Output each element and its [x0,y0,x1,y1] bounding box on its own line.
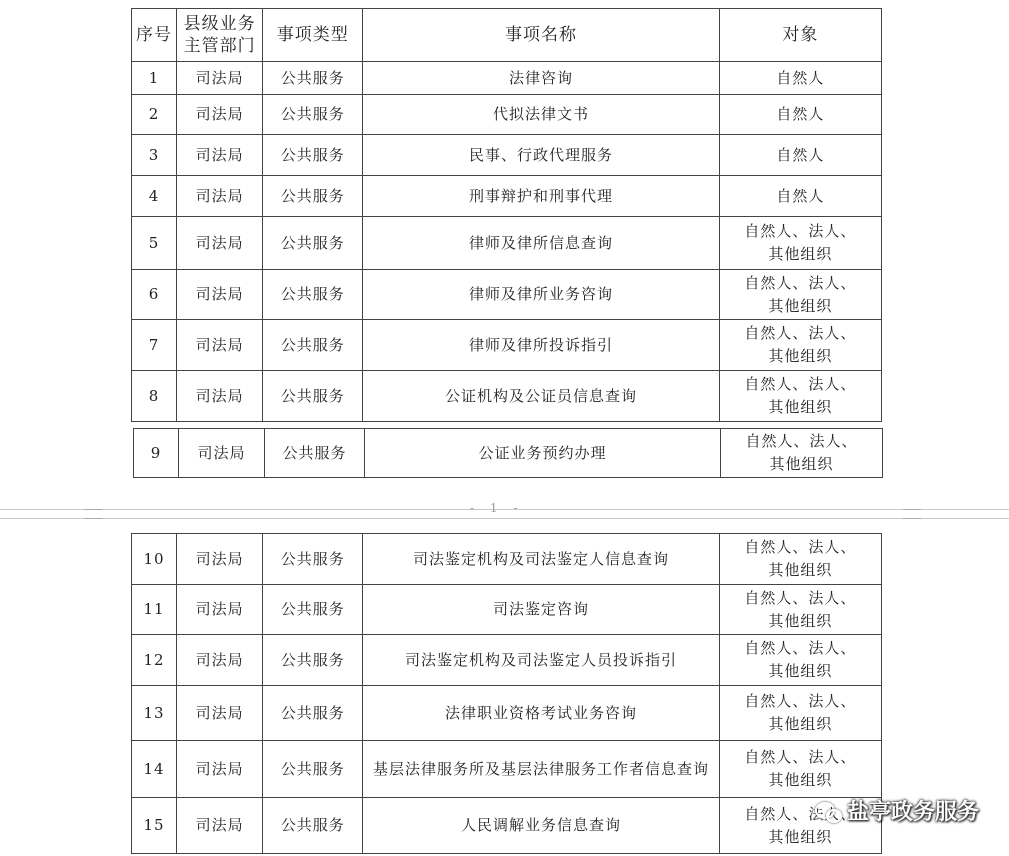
cell-item-name: 司法鉴定机构及司法鉴定人信息查询 [363,534,719,585]
cell-item-type: 公共服务 [263,176,363,217]
services-table-page-1 [131,8,882,422]
cell-target-text: 自然人、法人、其他组织 [744,804,857,846]
cell-target-text: 自然人、法人、其他组织 [744,538,857,579]
cell-department: 司法局 [177,741,263,798]
cell-department: 司法局 [177,217,263,270]
cell-serial-no: 14 [132,741,177,798]
cell-target-text: 自然人、法人、其他组织 [744,222,857,263]
cell-item-type: 公共服务 [263,270,363,320]
cell-department: 司法局 [177,585,263,635]
cell-serial-no: 3 [132,135,177,176]
services-table-page-2 [131,533,882,854]
table-row [132,635,882,686]
cell-item-type: 公共服务 [263,585,363,635]
cell-target-text: 自然人 [776,105,825,123]
cell-department: 司法局 [177,62,263,95]
table-row [132,320,882,371]
page-break-marker-left [84,509,102,519]
table-row [132,741,882,798]
cell-item-type: 公共服务 [263,798,363,854]
table-row [132,371,882,422]
cell-target-text: 自然人、法人、其他组织 [744,639,857,680]
cell-item-name: 民事、行政代理服务 [363,135,719,176]
cell-serial-no: 5 [132,217,177,270]
cell-target [719,320,881,371]
cell-item-name: 公证业务预约办理 [365,429,721,478]
cell-target [719,741,881,798]
cell-item-type: 公共服务 [265,429,365,478]
table-row [132,585,882,635]
cell-item-type: 公共服务 [263,534,363,585]
table-row [132,534,882,585]
cell-serial-no: 13 [132,686,177,741]
header-department: 县级业务主管部门 [177,9,263,62]
cell-item-name: 基层法律服务所及基层法律服务工作者信息查询 [363,741,719,798]
cell-target [719,534,881,585]
watermark-text: 盐亭政务服务 [846,800,979,825]
header-serial-no: 序号 [132,9,177,62]
cell-item-name: 律师及律所业务咨询 [363,270,719,320]
cell-item-type: 公共服务 [263,217,363,270]
cell-department: 司法局 [177,534,263,585]
cell-serial-no: 1 [132,62,177,95]
cell-item-type: 公共服务 [263,741,363,798]
cell-item-name: 司法鉴定咨询 [363,585,719,635]
cell-target [719,371,881,422]
cell-target-text: 自然人 [776,145,825,164]
cell-target [719,135,881,176]
cell-department: 司法局 [177,320,263,371]
cell-target-text: 自然人 [776,186,825,205]
cell-item-type: 公共服务 [263,371,363,422]
cell-department: 司法局 [177,635,263,686]
table-row [134,429,883,478]
cell-target [719,95,881,135]
page-number: - 1 - [470,501,524,515]
cell-target [719,585,881,635]
cell-serial-no: 2 [132,95,177,135]
table-row [132,686,882,741]
cell-target [721,429,883,478]
cell-item-type: 公共服务 [263,686,363,741]
cell-item-name: 法律职业资格考试业务咨询 [363,686,719,741]
cell-department: 司法局 [177,95,263,135]
cell-serial-no: 6 [132,270,177,320]
cell-department: 司法局 [177,270,263,320]
cell-target-text: 自然人 [776,68,825,87]
table-row [132,135,882,176]
cell-serial-no: 7 [132,320,177,371]
cell-department: 司法局 [177,798,263,854]
page-break-marker-right [903,509,921,519]
cell-target-text: 自然人、法人、其他组织 [744,324,857,365]
cell-target-text: 自然人、法人、其他组织 [744,273,857,315]
table-row [132,270,882,320]
cell-item-type: 公共服务 [263,635,363,686]
cell-item-type: 公共服务 [263,135,363,176]
cell-serial-no: 8 [132,371,177,422]
table-row [132,217,882,270]
cell-target-text: 自然人、法人、其他组织 [744,375,857,416]
cell-item-name: 公证机构及公证员信息查询 [363,371,719,422]
cell-target-text: 自然人、法人、其他组织 [744,692,857,733]
cell-item-name: 代拟法律文书 [363,95,719,135]
services-table-page-1-continued [133,428,883,478]
cell-item-name: 律师及律所信息查询 [363,217,719,270]
table-row [132,176,882,217]
cell-serial-no: 4 [132,176,177,217]
header-item-name: 事项名称 [363,9,719,62]
wechat-icon [815,800,841,822]
cell-serial-no: 11 [132,585,177,635]
cell-serial-no: 12 [132,635,177,686]
cell-target [719,217,881,270]
cell-item-name: 人民调解业务信息查询 [363,798,719,854]
cell-department: 司法局 [177,176,263,217]
cell-item-name: 刑事辩护和刑事代理 [363,176,719,217]
header-item-type: 事项类型 [263,9,363,62]
cell-target-text: 自然人、法人、其他组织 [744,588,857,630]
cell-target [719,176,881,217]
cell-item-name: 律师及律所投诉指引 [363,320,719,371]
cell-item-type: 公共服务 [263,62,363,95]
table-row [132,798,882,854]
cell-item-type: 公共服务 [263,320,363,371]
cell-item-name: 司法鉴定机构及司法鉴定人员投诉指引 [363,635,719,686]
cell-item-name: 法律咨询 [363,62,719,95]
cell-department: 司法局 [177,135,263,176]
cell-target [719,62,881,95]
cell-target [719,270,881,320]
cell-department: 司法局 [177,371,263,422]
cell-target [719,635,881,686]
cell-serial-no: 15 [132,798,177,854]
watermark [815,795,979,826]
cell-target-text: 自然人、法人、其他组织 [745,432,858,473]
cell-serial-no: 10 [132,534,177,585]
cell-target [719,686,881,741]
cell-item-type: 公共服务 [263,95,363,135]
cell-department: 司法局 [179,429,265,478]
header-target: 对象 [719,9,881,62]
cell-target-text: 自然人、法人、其他组织 [744,748,857,789]
cell-department: 司法局 [177,686,263,741]
table-row [132,95,882,135]
cell-serial-no: 9 [134,429,179,478]
table-header-row [132,9,882,62]
table-row [132,62,882,95]
